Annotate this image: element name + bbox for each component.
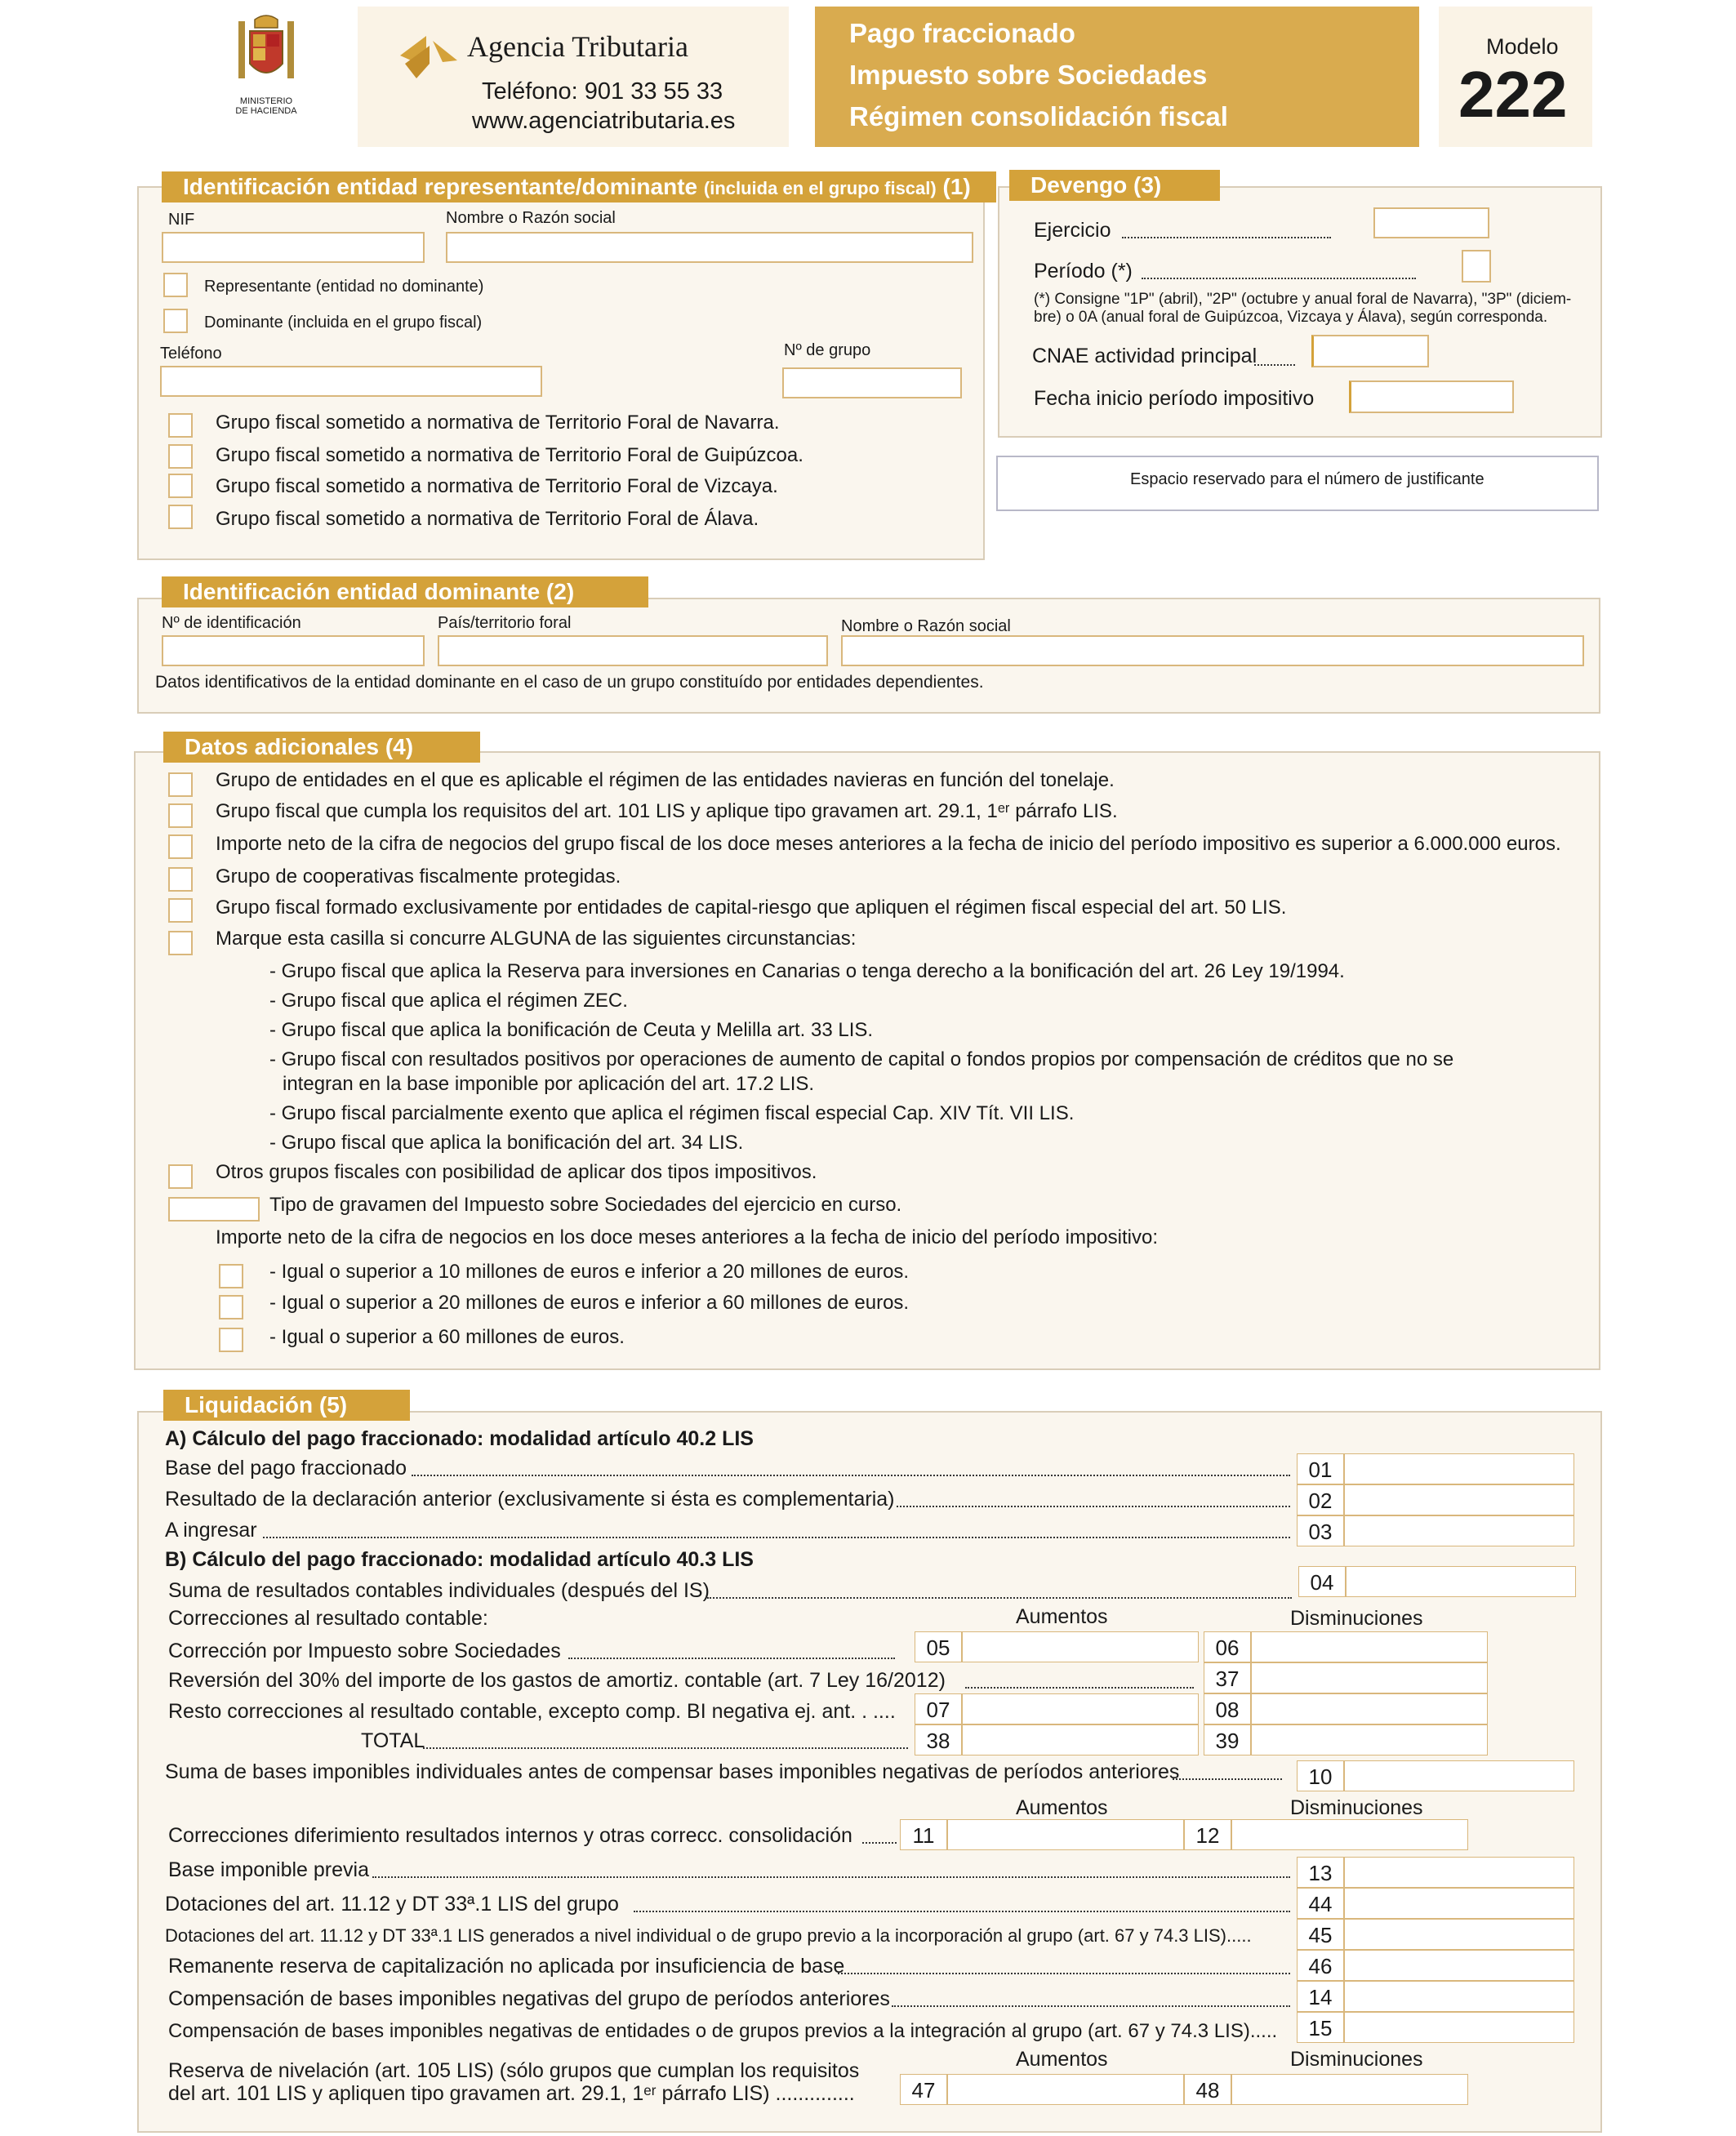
box-38-number: 38	[915, 1724, 962, 1756]
aumentos-header-1: Aumentos	[1016, 1605, 1108, 1628]
total-dots	[423, 1747, 908, 1749]
dominante-label: Dominante (incluida en el grupo fiscal)	[204, 314, 483, 332]
section-1-title: Identificación entidad representante/dominante (incluida en el grupo fiscal) (1)	[162, 171, 996, 202]
row-45-label: Dotaciones del art. 11.12 y DT 33ª.1 LIS generados a nivel individual o de grupo previo a la incorporación al grupo (art. 67 y 74.3 LIS).....	[165, 1925, 1252, 1946]
cnae-label: CNAE actividad principal	[1032, 345, 1257, 367]
box-44-number: 44	[1297, 1888, 1344, 1919]
row-13-dots	[372, 1876, 1290, 1878]
box-38-value[interactable]	[962, 1724, 1199, 1756]
justificante-box	[996, 456, 1599, 511]
nivelacion-label-1: Reserva de nivelación (art. 105 LIS) (sólo grupos que cumplan los requisitos	[168, 2059, 860, 2082]
dominante-checkbox[interactable]	[163, 309, 188, 333]
row-01-dots	[412, 1475, 1290, 1476]
row-14-dots	[892, 2005, 1290, 2007]
box-39-value[interactable]	[1251, 1724, 1488, 1756]
foral-guipuzcoa-label: Grupo fiscal sometido a normativa de Territorio Foral de Guipúzcoa.	[216, 444, 803, 466]
form-title-line1: Pago fraccionado	[849, 18, 1075, 48]
box-37-value[interactable]	[1251, 1662, 1488, 1693]
box-01-value[interactable]	[1344, 1453, 1574, 1484]
representante-label: Representante (entidad no dominante)	[204, 278, 484, 296]
box-08-number: 08	[1204, 1693, 1251, 1724]
rango-10-20-label: - Igual o superior a 10 millones de euros e inferior a 20 millones de euros.	[269, 1261, 910, 1283]
periodo-field[interactable]	[1462, 250, 1491, 283]
form-title-box	[815, 7, 1419, 147]
row-05-label: Corrección por Impuesto sobre Sociedades	[168, 1640, 561, 1662]
box-03-number: 03	[1297, 1515, 1344, 1546]
modalidad-b-title: B) Cálculo del pago fraccionado: modalidad artículo 40.3 LIS	[165, 1548, 754, 1571]
periodo-label: Período (*)	[1034, 260, 1133, 283]
box-12-value[interactable]	[1231, 1819, 1468, 1850]
row-10-dots	[1173, 1778, 1282, 1780]
nombre-label: Nombre o Razón social	[446, 209, 616, 227]
circunstancias-label: Marque esta casilla si concurre ALGUNA de las siguientes circunstancias:	[216, 928, 857, 950]
row-03-dots	[263, 1537, 1290, 1538]
aumentos-header-2: Aumentos	[1016, 1796, 1108, 1819]
box-37-number: 37	[1204, 1662, 1251, 1693]
navieras-label: Grupo de entidades en el que es aplicable el régimen de las entidades navieras en función del tonelaje.	[216, 769, 1115, 791]
art101-checkbox[interactable]	[168, 803, 193, 828]
foral-navarra-label: Grupo fiscal sometido a normativa de Territorio Foral de Navarra.	[216, 412, 780, 434]
circunstancia-exento: - Grupo fiscal parcialmente exento que aplica el régimen fiscal especial Cap. XIV Tít. VII LIS.	[269, 1102, 1075, 1124]
box-04-number: 04	[1298, 1566, 1346, 1597]
box-46-number: 46	[1297, 1950, 1344, 1981]
box-13-number: 13	[1297, 1857, 1344, 1888]
box-01-number: 01	[1297, 1453, 1344, 1484]
grupo-field[interactable]	[782, 367, 962, 398]
agency-name: Agencia Tributaria	[467, 30, 688, 63]
box-02-number: 02	[1297, 1484, 1344, 1515]
box-45-value[interactable]	[1344, 1919, 1574, 1950]
box-14-value[interactable]	[1344, 1981, 1574, 2012]
coat-of-arms	[222, 15, 310, 96]
total-label: TOTAL	[361, 1729, 425, 1752]
fecha-inicio-field[interactable]	[1349, 380, 1514, 413]
disminuciones-header-2: Disminuciones	[1290, 1796, 1423, 1819]
cifra-negocios-checkbox[interactable]	[168, 834, 193, 859]
otros-grupos-label: Otros grupos fiscales con posibilidad de aplicar dos tipos impositivos.	[216, 1161, 817, 1183]
box-15-value[interactable]	[1344, 2012, 1574, 2043]
disminuciones-header-3: Disminuciones	[1290, 2048, 1423, 2071]
foral-alava-label: Grupo fiscal sometido a normativa de Territorio Foral de Álava.	[216, 508, 759, 530]
pais-label: País/territorio foral	[438, 614, 572, 632]
circunstancias-checkbox[interactable]	[168, 931, 193, 955]
foral-vizcaya-checkbox[interactable]	[168, 474, 193, 498]
row-37-dots	[965, 1687, 1194, 1689]
row-02-label: Resultado de la declaración anterior (exclusivamente si ésta es complementaria)	[165, 1488, 895, 1511]
box-10-number: 10	[1297, 1760, 1344, 1791]
representante-checkbox[interactable]	[163, 273, 188, 297]
box-05-number: 05	[915, 1631, 962, 1662]
box-12-number: 12	[1184, 1819, 1231, 1850]
section-2-title: Identificación entidad dominante (2)	[162, 576, 648, 607]
form-title-line2: Impuesto sobre Sociedades	[849, 60, 1208, 90]
fecha-inicio-label: Fecha inicio período impositivo	[1034, 387, 1315, 410]
box-05-value[interactable]	[962, 1631, 1199, 1662]
row-05-dots	[568, 1658, 895, 1659]
row-11-dots	[862, 1842, 897, 1844]
circunstancia-ceuta: - Grupo fiscal que aplica la bonificación de Ceuta y Melilla art. 33 LIS.	[269, 1019, 874, 1041]
art101-label: Grupo fiscal que cumpla los requisitos del art. 101 LIS y aplique tipo gravamen art. 29.1, 1ᵉʳ párrafo LIS.	[216, 800, 1118, 822]
disminuciones-header-1: Disminuciones	[1290, 1607, 1423, 1630]
row-46-dots	[838, 1973, 1290, 1974]
row-02-dots	[897, 1506, 1290, 1507]
box-44-value[interactable]	[1344, 1888, 1574, 1919]
box-15-number: 15	[1297, 2012, 1344, 2043]
rango-60-checkbox[interactable]	[219, 1328, 243, 1352]
ejercicio-label: Ejercicio	[1034, 219, 1111, 242]
ministry-label: MINISTERIO DE HACIENDA	[235, 96, 297, 116]
box-03-value[interactable]	[1344, 1515, 1574, 1546]
cifra-negocios-label: Importe neto de la cifra de negocios del grupo fiscal de los doce meses anteriores a la fecha de inicio del período impositivo es superior a 6.000.000 euros.	[216, 833, 1561, 855]
nombre-dominante-label: Nombre o Razón social	[841, 617, 1011, 635]
nombre-field[interactable]	[446, 232, 973, 263]
row-10-label: Suma de bases imponibles individuales antes de compensar bases imponibles negativas de períodos anteriores	[165, 1760, 1180, 1783]
cooperativas-checkbox[interactable]	[168, 867, 193, 892]
ejercicio-field[interactable]	[1373, 207, 1489, 238]
box-13-value[interactable]	[1344, 1857, 1574, 1888]
box-07-value[interactable]	[962, 1693, 1199, 1724]
box-11-number: 11	[900, 1819, 947, 1850]
row-15-label: Compensación de bases imponibles negativas de entidades o de grupos previos a la integración al grupo (art. 67 y 74.3 LIS).....	[168, 2020, 1278, 2042]
box-10-value[interactable]	[1344, 1760, 1574, 1791]
box-04-value[interactable]	[1346, 1566, 1576, 1597]
box-11-value[interactable]	[947, 1819, 1184, 1850]
box-14-number: 14	[1297, 1981, 1344, 2012]
nif-label: NIF	[168, 211, 195, 229]
navieras-checkbox[interactable]	[168, 772, 193, 797]
modelo-number: 222	[1458, 58, 1568, 131]
cnae-dots	[1254, 364, 1295, 366]
box-06-number: 06	[1204, 1631, 1251, 1662]
tipo-gravamen-field[interactable]	[168, 1197, 260, 1222]
rango-60-label: - Igual o superior a 60 millones de euros.	[269, 1326, 625, 1348]
foral-guipuzcoa-checkbox[interactable]	[168, 444, 193, 469]
modelo-label: Modelo	[1486, 34, 1559, 59]
foral-navarra-checkbox[interactable]	[168, 413, 193, 438]
foral-vizcaya-label: Grupo fiscal sometido a normativa de Territorio Foral de Vizcaya.	[216, 475, 778, 497]
box-46-value[interactable]	[1344, 1950, 1574, 1981]
row-46-label: Remanente reserva de capitalización no aplicada por insuficiencia de base	[168, 1955, 845, 1978]
capital-riesgo-checkbox[interactable]	[168, 898, 193, 923]
box-07-number: 07	[915, 1693, 962, 1724]
row-04-dots	[707, 1597, 1292, 1599]
box-47-value[interactable]	[947, 2074, 1184, 2105]
row-07-label: Resto correcciones al resultado contable, excepto comp. BI negativa ej. ant. . ....	[168, 1700, 896, 1723]
circunstancia-art34: - Grupo fiscal que aplica la bonificación del art. 34 LIS.	[269, 1132, 744, 1154]
row-37-label: Reversión del 30% del importe de los gastos de amortiz. contable (art. 7 Ley 16/2012)	[168, 1669, 946, 1692]
rango-20-60-checkbox[interactable]	[219, 1295, 243, 1319]
circunstancia-capital: - Grupo fiscal con resultados positivos por operaciones de aumento de capital o fondos propios por compensación de créditos que no se	[269, 1048, 1454, 1070]
row-04-label: Suma de resultados contables individuales (después del IS)	[168, 1579, 710, 1602]
row-11-label: Correcciones diferimiento resultados internos y otras correcc. consolidación	[168, 1824, 852, 1847]
aumentos-header-3: Aumentos	[1016, 2048, 1108, 2071]
num-id-label: Nº de identificación	[162, 614, 301, 632]
correcciones-label: Correcciones al resultado contable:	[168, 1607, 488, 1630]
row-13-label: Base imponible previa	[168, 1858, 369, 1881]
row-01-label: Base del pago fraccionado	[165, 1457, 407, 1480]
nivelacion-label-2: del art. 101 LIS y apliquen tipo gravamen art. 29.1, 1ᵉʳ párrafo LIS) ..............	[168, 2082, 855, 2105]
capital-riesgo-label: Grupo fiscal formado exclusivamente por entidades de capital-riesgo que apliquen el régimen fiscal especial del art. 50 LIS.	[216, 897, 1287, 919]
circunstancia-capital-cont: integran en la base imponible por aplicación del art. 17.2 LIS.	[283, 1073, 815, 1095]
num-id-field[interactable]	[162, 635, 425, 666]
periodo-dots	[1142, 278, 1416, 279]
box-06-value[interactable]	[1251, 1631, 1488, 1662]
box-45-number: 45	[1297, 1919, 1344, 1950]
row-14-label: Compensación de bases imponibles negativas del grupo de períodos anteriores	[168, 1987, 890, 2010]
cnae-field[interactable]	[1311, 335, 1429, 367]
nombre-dominante-field[interactable]	[841, 635, 1584, 666]
box-39-number: 39	[1204, 1724, 1251, 1756]
section-4-title: Datos adicionales (4)	[163, 732, 480, 763]
foral-alava-checkbox[interactable]	[168, 505, 193, 529]
box-08-value[interactable]	[1251, 1693, 1488, 1724]
cooperativas-label: Grupo de cooperativas fiscalmente protegidas.	[216, 866, 621, 888]
row-44-label: Dotaciones del art. 11.12 y DT 33ª.1 LIS del grupo	[165, 1893, 619, 1916]
rango-10-20-checkbox[interactable]	[219, 1264, 243, 1288]
dominante-note: Datos identificativos de la entidad dominante en el caso de un grupo constituído por entidades dependientes.	[155, 673, 984, 692]
agency-phone: Teléfono: 901 33 55 33	[482, 78, 723, 105]
periodo-note-2: bre) o 0A (anual foral de Guipúzcoa, Vizcaya y Álava), según corresponda.	[1034, 309, 1548, 326]
box-02-value[interactable]	[1344, 1484, 1574, 1515]
pais-field[interactable]	[438, 635, 828, 666]
modalidad-a-title: A) Cálculo del pago fraccionado: modalidad artículo 40.2 LIS	[165, 1427, 754, 1450]
otros-grupos-checkbox[interactable]	[168, 1164, 193, 1189]
box-48-value[interactable]	[1231, 2074, 1468, 2105]
periodo-note-1: (*) Consigne "1P" (abril), "2P" (octubre y anual foral de Navarra), "3P" (diciem-	[1034, 291, 1572, 308]
modelo-box	[1439, 7, 1592, 147]
section-3-title: Devengo (3)	[1009, 170, 1220, 201]
ejercicio-dots	[1122, 237, 1331, 238]
form-title-line3: Régimen consolidación fiscal	[849, 101, 1228, 131]
box-47-number: 47	[900, 2074, 947, 2105]
circunstancia-zec: - Grupo fiscal que aplica el régimen ZEC.	[269, 990, 628, 1012]
section-5-title: Liquidación (5)	[163, 1390, 410, 1421]
row-03-label: A ingresar	[165, 1519, 257, 1542]
importe-neto-label: Importe neto de la cifra de negocios en los doce meses anteriores a la fecha de inicio del período impositivo:	[216, 1226, 1158, 1248]
nif-field[interactable]	[162, 232, 425, 263]
circunstancia-canarias: - Grupo fiscal que aplica la Reserva para inversiones en Canarias o tenga derecho a la bonificación del art. 26 Ley 19/1994.	[269, 960, 1345, 982]
justificante-label: Espacio reservado para el número de justificante	[1130, 470, 1485, 488]
agency-logo-icon	[397, 31, 461, 83]
row-44-dots	[634, 1911, 1290, 1912]
box-48-number: 48	[1184, 2074, 1231, 2105]
grupo-label: Nº de grupo	[784, 341, 871, 359]
telefono-label: Teléfono	[160, 345, 222, 363]
tipo-gravamen-label: Tipo de gravamen del Impuesto sobre Sociedades del ejercicio en curso.	[269, 1194, 902, 1216]
agency-box	[358, 7, 789, 147]
agency-web: www.agenciatributaria.es	[472, 108, 736, 134]
telefono-field[interactable]	[160, 366, 542, 397]
rango-20-60-label: - Igual o superior a 20 millones de euros e inferior a 60 millones de euros.	[269, 1292, 910, 1314]
